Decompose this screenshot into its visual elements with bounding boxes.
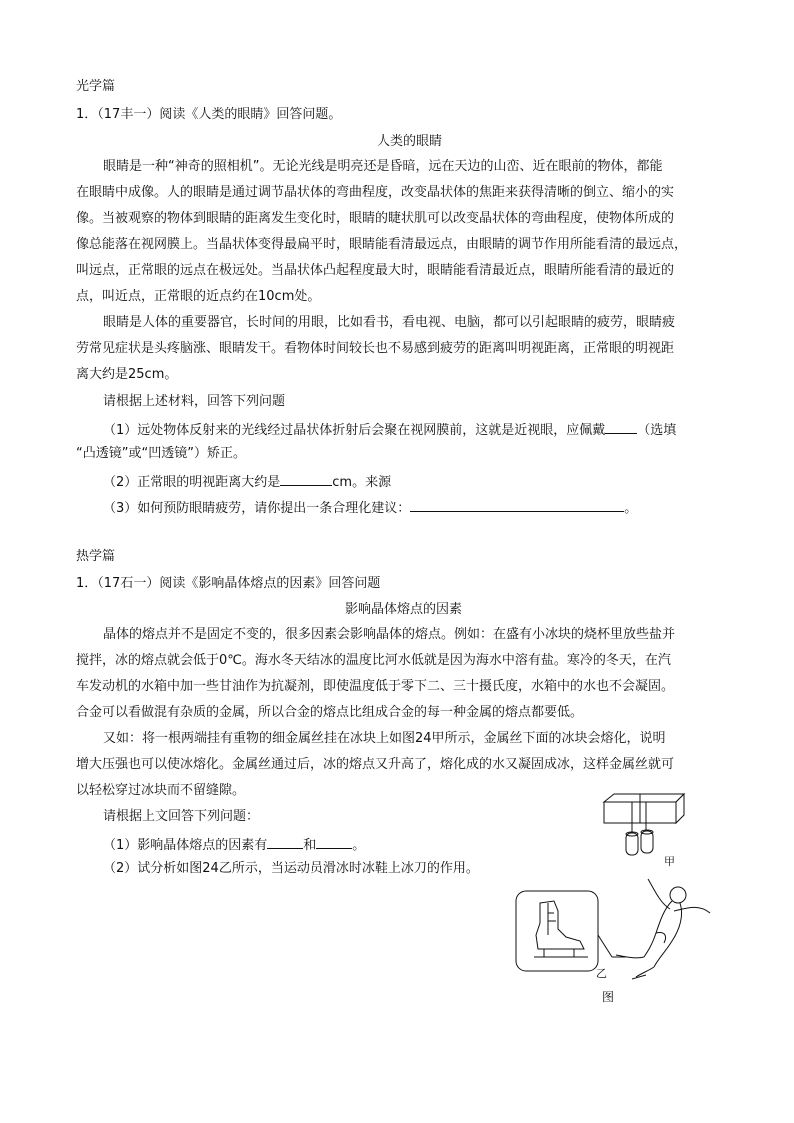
optics-q1-text: （1）远处物体反射来的光线经过晶状体折射后会聚在视网膜前，这就是近视眼，应佩戴	[103, 423, 606, 438]
ice-block-with-wire-drawing	[604, 794, 684, 855]
optics-para1-line: 像总能落在视网膜上。当晶状体变得最扁平时，眼睛能看清最远点，由眼睛的调节作用所能看清的最远点，	[76, 237, 688, 252]
optics-article-title: 人类的眼睛	[377, 134, 443, 149]
optics-q2	[103, 471, 391, 492]
optics-section-title: 光学篇	[76, 79, 116, 94]
optics-para1-line: 叫远点，正常眼的远点在极远处。当晶状体凸起程度最大时，眼睛能看清最近点，眼睛所能看清的最近的	[76, 263, 675, 278]
thermal-para2-line: 以轻松穿过冰块而不留缝隙。	[76, 783, 246, 798]
figure-24	[508, 785, 748, 1015]
speed-skater-drawing	[612, 879, 710, 979]
optics-para2-line: 眼睛是人体的重要器官，长时间的用眼，比如看书，看电视、电脑，都可以引起眼睛的疲劳，眼睛疲	[103, 315, 676, 330]
thermal-q1-and: 和	[303, 838, 317, 853]
thermal-q1-answer-blank-2[interactable]	[316, 834, 352, 849]
figure-caption: 图	[602, 990, 615, 1004]
thermal-para1-line: 车发动机的水箱中加一些甘油作为抗凝剂，即使温度低于零下二、三十摄氏度，水箱中的水也不会凝固。	[76, 679, 675, 694]
optics-q1-option-hint: （选填	[637, 423, 677, 438]
thermal-para1-line: 合金可以看做混有杂质的金属，所以合金的熔点比组成合金的每一种金属的熔点都要低。	[76, 705, 584, 720]
optics-prompt: 请根据上述材料，回答下列问题	[103, 394, 286, 409]
thermal-article-title: 影响晶体熔点的因素	[345, 602, 463, 617]
thermal-q1-end: 。	[352, 838, 366, 853]
thermal-section-title: 热学篇	[76, 549, 116, 564]
optics-para1-line: 眼睛是一种“神奇的照相机”。无论光线是明亮还是昏暗，远在天边的山峦、近在眼前的物体，都能	[103, 159, 663, 174]
optics-q3-answer-blank[interactable]	[410, 497, 624, 512]
thermal-q1-text: （1）影响晶体熔点的因素有	[103, 838, 268, 853]
optics-para1-line: 像。当被观察的物体到眼睛的距离发生变化时，眼睛的睫状肌可以改变晶状体的弯曲程度，使物体所成的	[76, 211, 675, 226]
thermal-prompt: 请根据上文回答下列问题：	[103, 809, 260, 824]
optics-q3-text: （3）如何预防眼睛疲劳，请你提出一条合理化建议：	[103, 501, 411, 516]
thermal-para1-line: 搅拌，冰的熔点就会低于0℃。海水冬天结冰的温度比河水低就是因为海水中溶有盐。寒冷的冬天，在汽	[76, 653, 671, 668]
thermal-question-title: 1．（17石一）阅读《影响晶体熔点的因素》回答问题	[76, 576, 381, 591]
optics-q1-continued: “凸透镜”或“凹透镜”）矫正。	[76, 446, 246, 461]
thermal-para1-line: 晶体的熔点并不是固定不变的，很多因素会影响晶体的熔点。例如：在盛有小冰块的烧杯里放些盐并	[103, 627, 676, 642]
thermal-q1-answer-blank-1[interactable]	[267, 834, 303, 849]
optics-q1	[103, 419, 676, 440]
optics-q3-end: 。	[624, 501, 638, 516]
thermal-q1	[103, 834, 365, 855]
optics-q2-unit: cm。来源	[332, 475, 392, 490]
optics-question-title: 1．（17丰一）阅读《人类的眼睛》回答问题。	[76, 107, 342, 122]
thermal-para2-line: 又如：将一根两端挂有重物的细金属丝挂在冰块上如图24甲所示，金属丝下面的冰块会熔化，说明	[103, 731, 666, 746]
thermal-q2: （2）试分析如图24乙所示，当运动员滑冰时冰鞋上冰刀的作用。	[103, 861, 479, 876]
optics-q2-text: （2）正常眼的明视距离大约是	[103, 475, 281, 490]
optics-q1-answer-blank[interactable]	[605, 419, 637, 434]
figure-label-yi: 乙	[596, 967, 607, 980]
thermal-para2-line: 增大压强也可以使冰熔化。金属丝通过后，冰的熔点又升高了，熔化成的水又凝固成冰，这样金属丝就可	[76, 757, 675, 772]
figure-label-jia: 甲	[664, 855, 675, 868]
optics-para2-line: 离大约是25cm。	[76, 367, 178, 382]
optics-para2-line: 劳常见症状是头疼脑涨、眼睛发干。看物体时间较长也不易感到疲劳的距离叫明视距离，正常眼的明视距	[76, 341, 675, 356]
optics-q2-answer-blank[interactable]	[280, 471, 332, 486]
optics-para1-line: 在眼睛中成像。人的眼睛是通过调节晶状体的弯曲程度，改变晶状体的焦距来获得清晰的倒立、缩小的实	[76, 185, 675, 200]
optics-q3	[103, 497, 637, 518]
optics-para1-line: 点，叫近点，正常眼的近点约在10cm处。	[76, 289, 321, 304]
skate-closeup-inset	[516, 891, 612, 971]
